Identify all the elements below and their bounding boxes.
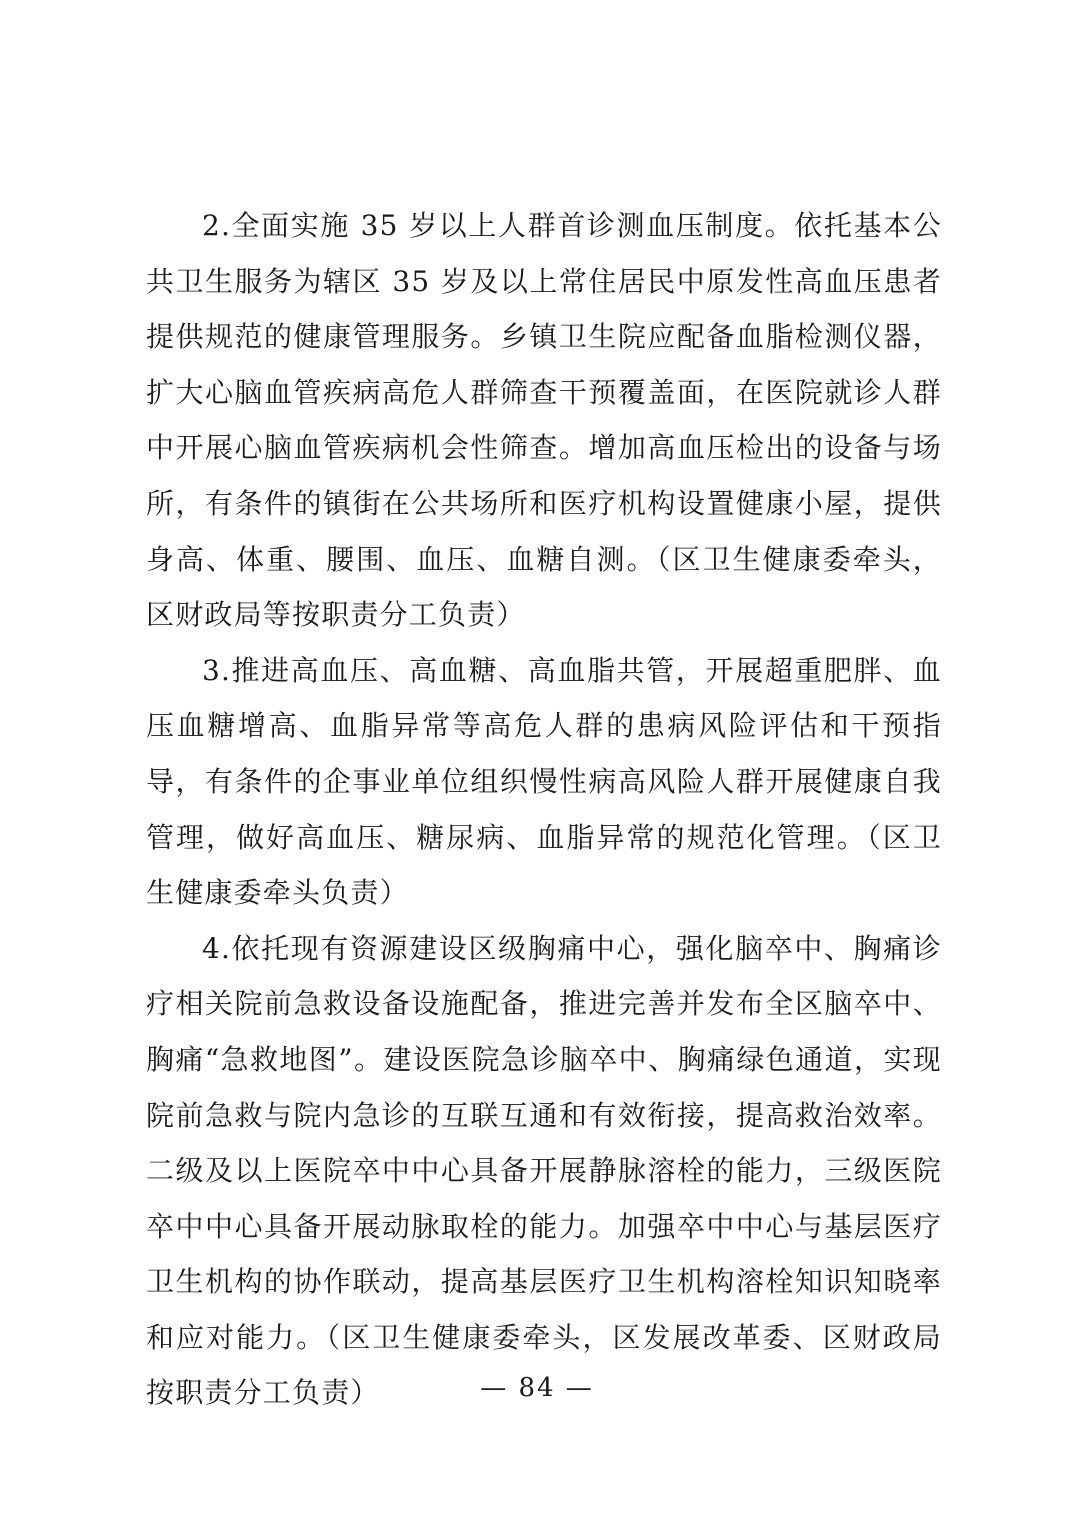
paragraph-item-3: 3.推进高血压、高血糖、高血脂共管，开展超重肥胖、血压血糖增高、血脂异常等高危人群的患病风险评估和干预指导，有条件的企事业单位组织慢性病高风险人群开展健康自我管理，做好高血压、糖尿病、血脂异常的规范化管理。（区卫生健康委牵头负责） (146, 653, 942, 910)
page-number: — 84 — (480, 1373, 594, 1403)
paragraph-item-2: 2.全面实施 35 岁以上人群首诊测血压制度。依托基本公共卫生服务为辖区 35 岁及以上常住居民中原发性高血压患者提供规范的健康管理服务。乡镇卫生院应配备血脂检测仪器，扩大心脑血管疾病高危人群筛查干预覆盖面，在医院就诊人群中开展心脑血管疾病机会性筛查。增加高血压检出的设备与场所，有条件的镇街在公共场所和医疗机构设置健康小屋，提供身高、体重、腰围、血压、血糖自测。（区卫生健康委牵头，区财政局等按职责分工负责） (146, 209, 942, 632)
body-text (146, 198, 942, 1421)
paragraph-item-4: 4.依托现有资源建设区级胸痛中心，强化脑卒中、胸痛诊疗相关院前急救设备设施配备，推进完善并发布全区脑卒中、胸痛“急救地图”。建设医院急诊脑卒中、胸痛绿色通道，实现院前急救与院内急诊的互联互通和有效衔接，提高救治效率。二级及以上医院卒中中心具备开展静脉溶栓的能力，三级医院卒中中心具备开展动脉取栓的能力。加强卒中中心与基层医疗卫生机构的协作联动，提高基层医疗卫生机构溶栓知识知晓率和应对能力。（区卫生健康委牵头，区发展改革委、区财政局按职责分工负责） (146, 931, 942, 1410)
